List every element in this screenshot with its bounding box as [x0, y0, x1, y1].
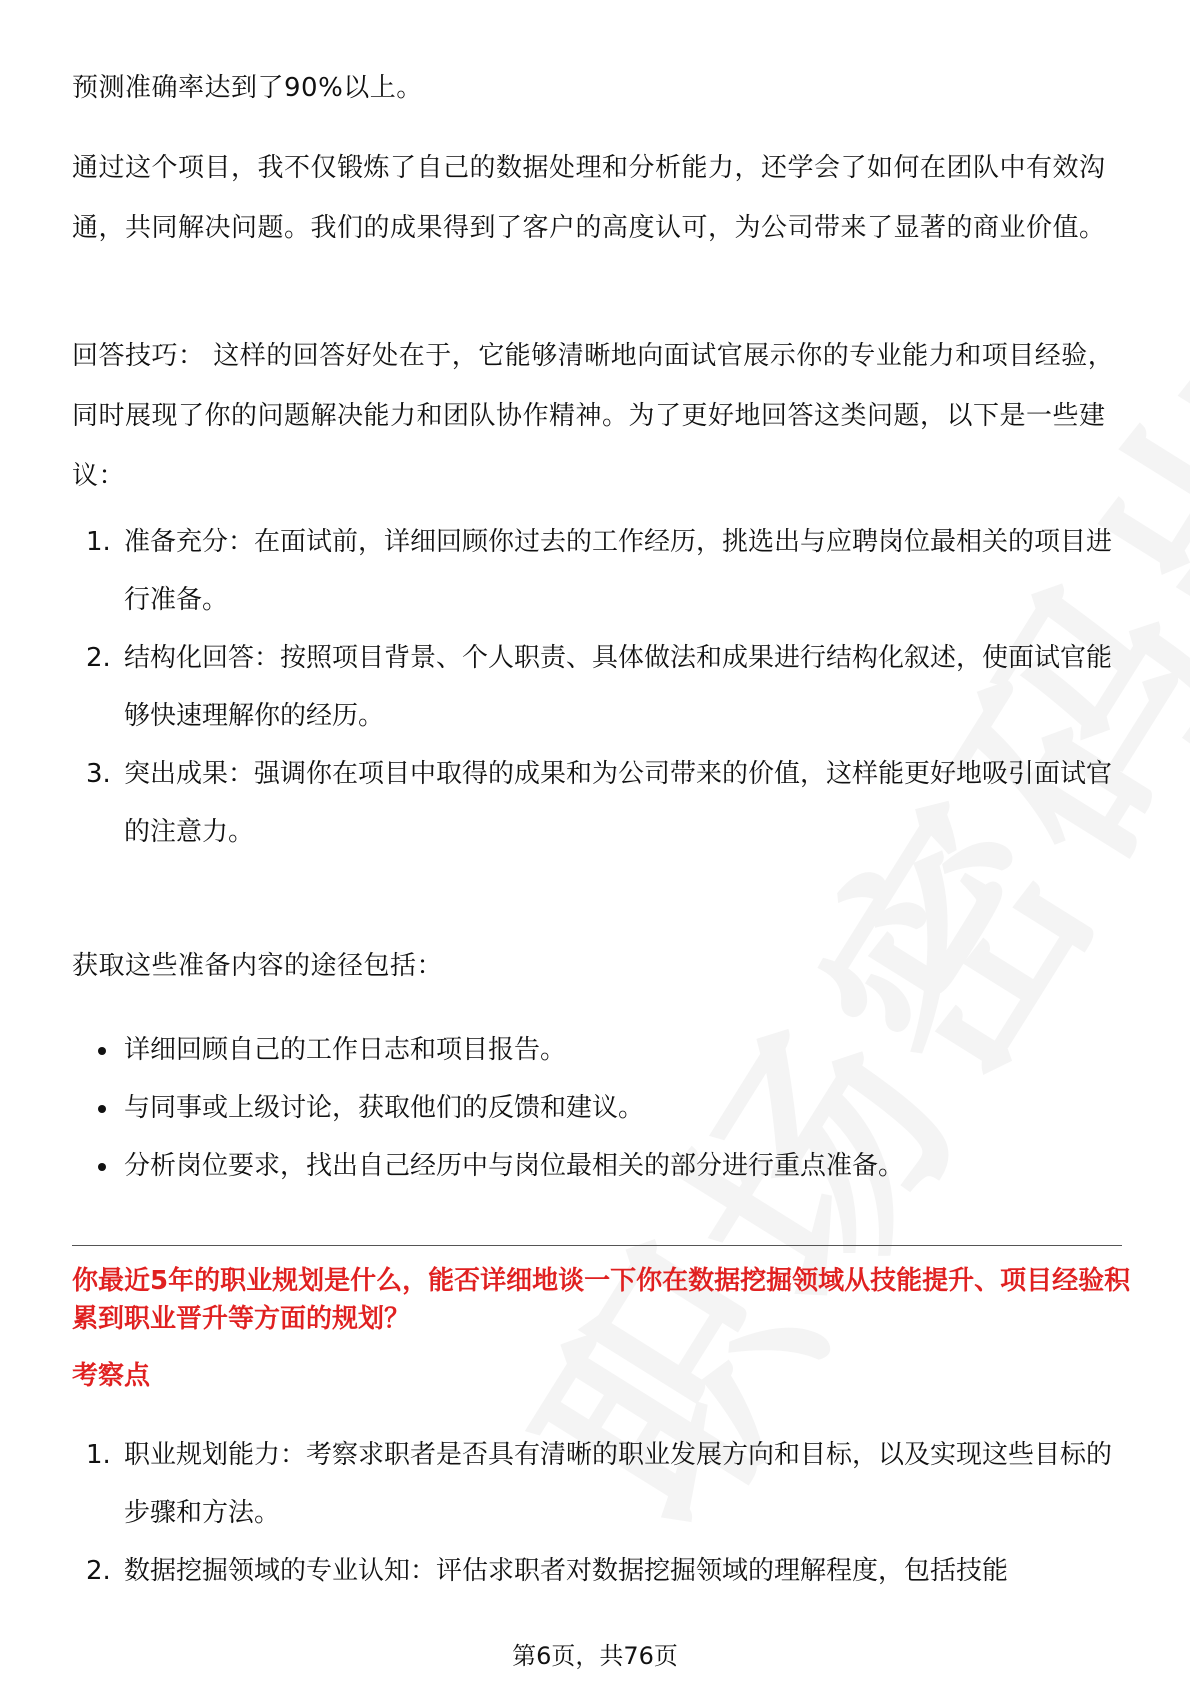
- bullet-icon: [98, 1163, 106, 1171]
- list-item: [72, 1137, 1122, 1195]
- paragraph-sources-intro: 获取这些准备内容的途径包括：: [72, 951, 444, 981]
- list-number: 2.: [86, 1556, 111, 1586]
- sources-list: [72, 1021, 1122, 1195]
- paragraph-project-summary: 通过这个项目，我不仅锻炼了自己的数据处理和分析能力，还学会了如何在团队中有效沟通，共同解决问题。我们的成果得到了客户的高度认可，为公司带来了显著的商业价值。: [72, 153, 1106, 243]
- list-item: [72, 1542, 1122, 1600]
- list-item: [72, 1021, 1122, 1079]
- list-number: 1.: [86, 1440, 111, 1470]
- list-number: 1.: [86, 527, 111, 557]
- list-item-text: 详细回顾自己的工作日志和项目报告。: [124, 1035, 567, 1065]
- question-heading: 你最近5年的职业规划是什么，能否详细地谈一下你在数据挖掘领域从技能提升、项目经验积累到职业晋升等方面的规划？: [72, 1266, 1131, 1334]
- list-item-text: 数据挖掘领域的专业认知：评估求职者对数据挖掘领域的理解程度，包括技能: [124, 1556, 1009, 1586]
- list-item: [72, 629, 1122, 745]
- list-item-text: 突出成果：强调你在项目中取得的成果和为公司带来的价值，这样能更好地吸引面试官的注意力。: [124, 759, 1113, 847]
- page-footer: 第6页，共76页: [512, 1642, 678, 1670]
- list-item-text: 分析岗位要求，找出自己经历中与岗位最相关的部分进行重点准备。: [124, 1151, 905, 1181]
- section-divider: [72, 1245, 1122, 1246]
- list-item: [72, 1426, 1122, 1542]
- list-item: [72, 1079, 1122, 1137]
- bullet-icon: [98, 1105, 106, 1113]
- list-item-text: 与同事或上级讨论，获取他们的反馈和建议。: [124, 1093, 645, 1123]
- focus-heading: 考察点: [72, 1361, 151, 1391]
- paragraph-answer-tips: 回答技巧： 这样的回答好处在于，它能够清晰地向面试官展示你的专业能力和项目经验，同时展现了你的问题解决能力和团队协作精神。为了更好地回答这类问题，以下是一些建议：: [72, 341, 1115, 491]
- list-item: [72, 513, 1122, 629]
- list-item: [72, 745, 1122, 861]
- focus-points-list: [72, 1426, 1122, 1600]
- list-number: 2.: [86, 643, 111, 673]
- bullet-icon: [98, 1047, 106, 1055]
- list-number: 3.: [86, 759, 111, 789]
- list-item-text: 职业规划能力：考察求职者是否具有清晰的职业发展方向和目标，以及实现这些目标的步骤和方法。: [124, 1440, 1113, 1528]
- list-item-text: 结构化回答：按照项目背景、个人职责、具体做法和成果进行结构化叙述，使面试官能够快速理解你的经历。: [124, 643, 1113, 731]
- paragraph-accuracy: 预测准确率达到了90%以上。: [72, 73, 423, 103]
- tips-list: [72, 513, 1122, 861]
- list-item-text: 准备充分：在面试前，详细回顾你过去的工作经历，挑选出与应聘岗位最相关的项目进行准备。: [124, 527, 1113, 615]
